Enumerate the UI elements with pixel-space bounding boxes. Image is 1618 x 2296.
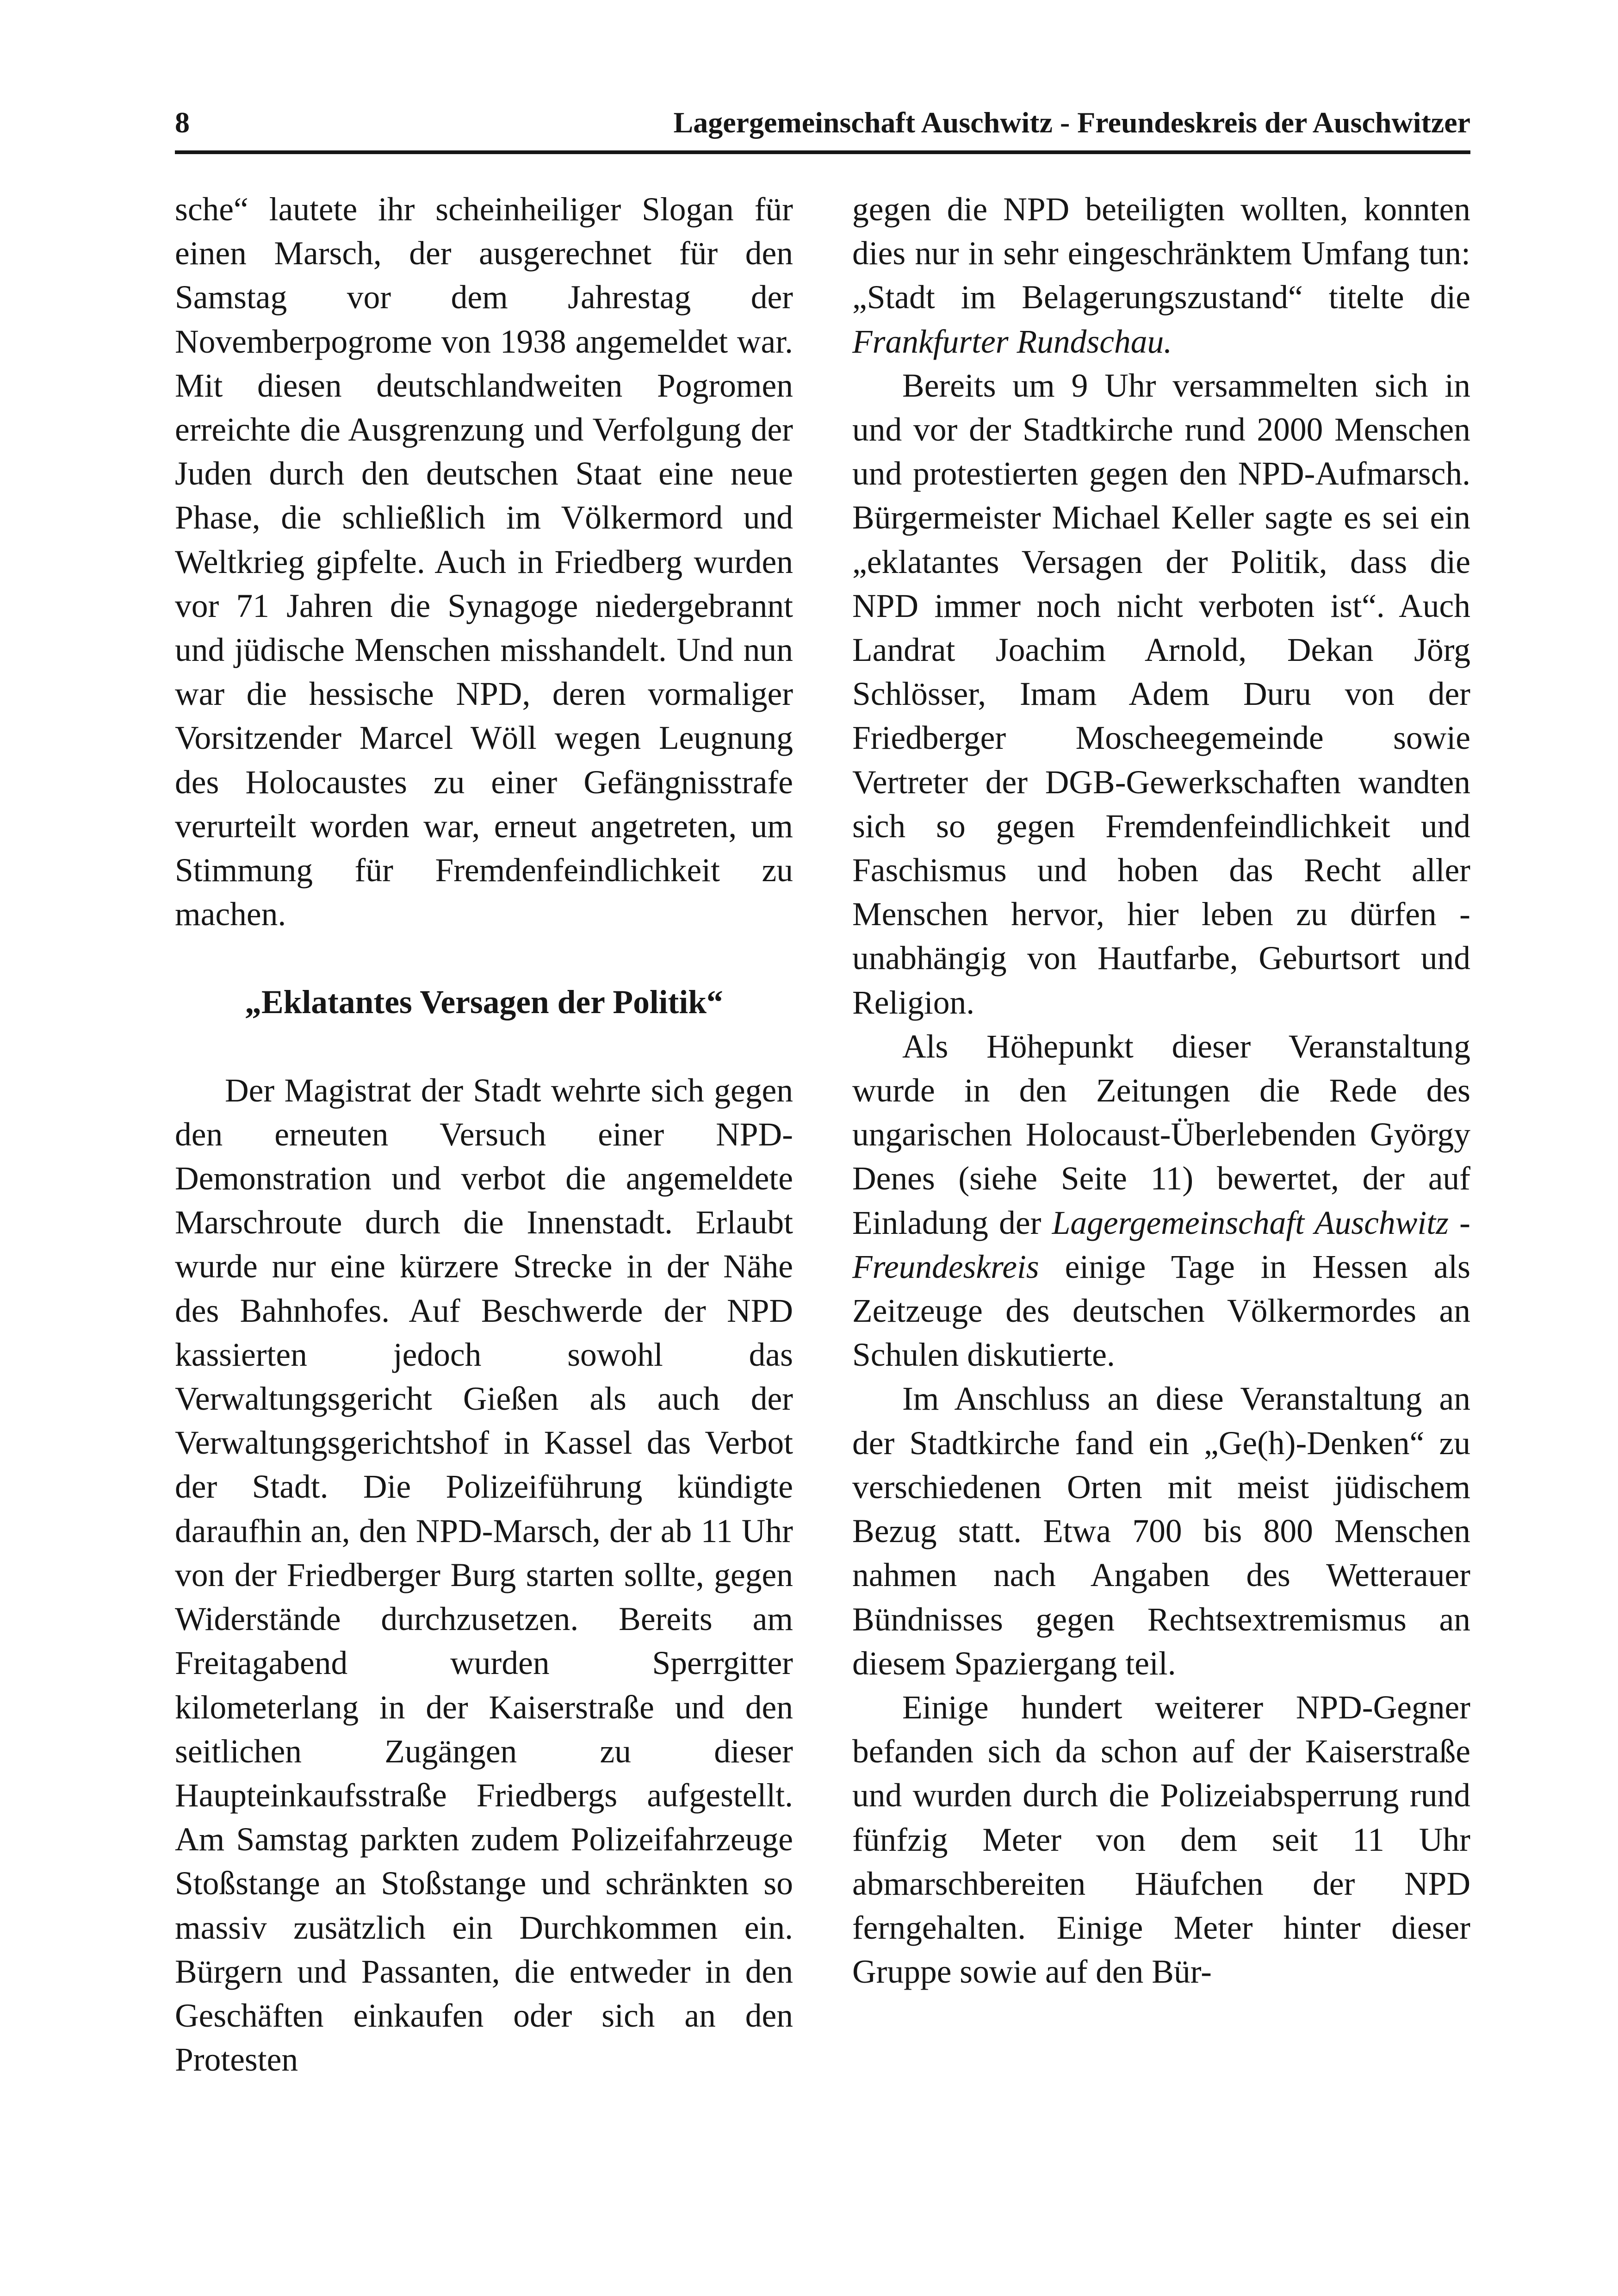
right-paragraph-1-text: gegen die NPD beteiligten wollten, konnten dies nur in sehr eingeschränktem Umfang tun: „Stadt im Belagerungszustand“ titelte die xyxy=(852,191,1470,316)
left-column xyxy=(175,187,793,2082)
organisation-name: Lagergemeinschaft Auschwitz - Freundeskreis xyxy=(852,1204,1470,1285)
right-paragraph-3 xyxy=(852,1025,1470,1377)
right-paragraph-3-rest: einige Tage in Hessen als Zeitzeuge des deutschen Völkermordes an Schulen diskutierte. xyxy=(852,1248,1470,1374)
page-header xyxy=(175,102,1470,143)
right-paragraph-3-text: Als Höhepunkt dieser Veranstaltung wurde in den Zeitungen die Rede des ungarischen Holocaust-Überlebenden György Denes (siehe Seite 11) bewertet, der auf Einladung der xyxy=(852,1028,1470,1241)
left-paragraph-2: Der Magistrat der Stadt wehrte sich gegen den erneuten Versuch einer NPD-Demonstration und verbot die angemeldete Marschroute durch die Innenstadt. Erlaubt wurde nur eine kürzere Strecke in der Nähe des Bahnhofes. Auf Beschwerde der NPD kassierten jedoch sowohl das Verwaltungsgericht Gießen als auch der Verwaltungsgerichtshof in Kassel das Verbot der Stadt. Die Polizeiführung kündigte daraufhin an, den NPD-Marsch, der ab 11 Uhr von der Friedberger Burg starten sollte, gegen Widerstände durchzusetzen. Bereits am Freitagabend wurden Sperrgitter kilometerlang in der Kaiserstraße und den seitlichen Zugängen zu dieser Haupteinkaufsstraße Friedbergs aufgestellt. Am Samstag parkten zudem Polizeifahrzeuge Stoßstange an Stoßstange und schränkten so massiv zusätzlich ein Durchkommen ein. Bürgern und Passanten, die entweder in den Geschäften einkaufen oder sich an den Protesten xyxy=(175,1072,793,2078)
left-paragraph-1: sche“ lautete ihr scheinheiliger Slogan für einen Marsch, der ausgerechnet für den Samstag vor dem Jahrestag der Novemberpogrome von 1938 angemeldet war. Mit diesen deutschlandweiten Pogromen erreichte die Ausgrenzung und Verfolgung der Juden durch den deutschen Staat eine neue Phase, die schließlich im Völkermord und Weltkrieg gipfelte. Auch in Friedberg wurden vor 71 Jahren die Synagoge niedergebrannt und jüdische Menschen misshandelt. Und nun war die hessische NPD, deren vormaliger Vorsitzender Marcel Wöll wegen Leugnung des Holocaustes zu einer Gefängnisstrafe verurteilt worden war, erneut angetreten, um Stimmung für Fremdenfeindlichkeit zu machen. xyxy=(175,191,793,933)
right-paragraph-2: Bereits um 9 Uhr versammelten sich in und vor der Stadtkirche rund 2000 Menschen und protestierten gegen den NPD-Aufmarsch. Bürgermeister Michael Keller sagte es sei ein „eklatantes Versagen der Politik, dass die NPD immer noch nicht verboten ist“. Auch Landrat Joachim Arnold, Dekan Jörg Schlösser, Imam Adem Duru von der Friedberger Moscheegemeinde sowie Vertreter der DGB-Gewerkschaften wandten sich so gegen Fremdenfeindlichkeit und Faschismus und hoben das Recht aller Menschen hervor, hier leben zu dürfen - unabhängig von Hautfarbe, Geburtsort und Religion. xyxy=(852,367,1470,1021)
right-paragraph-5: Einige hundert weiterer NPD-Gegner befanden sich da schon auf der Kaiserstraße und wurden durch die Polizeiabsperrung rund fünfzig Meter von dem seit 11 Uhr abmarschbereiten Häufchen der NPD ferngehalten. Einige Meter hinter dieser Gruppe sowie auf den Bür- xyxy=(852,1689,1470,1991)
header-rule xyxy=(175,150,1470,154)
right-column xyxy=(852,187,1470,1994)
section-subheading: „Eklatantes Versagen der Politik“ xyxy=(245,984,723,1021)
right-paragraph-4: Im Anschluss an diese Veranstaltung an der Stadtkirche fand ein „Ge(h)-Denken“ zu verschiedenen Orten mit meist jüdischem Bezug statt. Etwa 700 bis 800 Menschen nahmen nach Angaben des Wetterauer Bündnisses gegen Rechtsextremismus an diesem Spaziergang teil. xyxy=(852,1381,1470,1682)
running-title: Lagergemeinschaft Auschwitz - Freundeskreis der Auschwitzer xyxy=(673,106,1470,139)
right-paragraph-1 xyxy=(852,187,1470,364)
page-number: 8 xyxy=(175,106,190,139)
newspaper-title: Frankfurter Rundschau. xyxy=(852,323,1172,360)
